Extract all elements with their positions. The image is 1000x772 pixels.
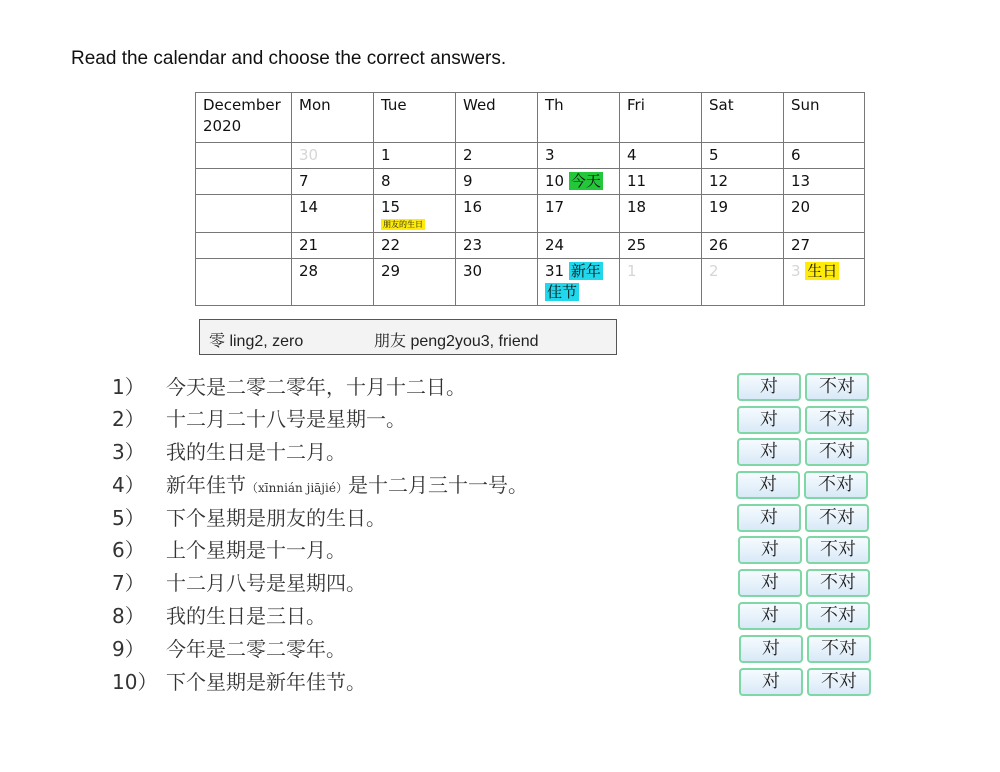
question-number: 9） <box>112 637 145 661</box>
day-number: 10 <box>545 172 565 190</box>
calendar-header-row <box>196 93 865 143</box>
question-pinyin: （xīnnián jiājié） <box>246 481 348 495</box>
day-header-mon: Mon <box>292 93 374 143</box>
day-header-fri: Fri <box>620 93 702 143</box>
calendar-week-row <box>196 259 865 306</box>
calendar-day: 30 <box>292 143 374 169</box>
question-text: 十二月二十八号是星期一。 <box>166 407 406 431</box>
calendar-day: 13 <box>784 169 865 195</box>
calendar-day: 4 <box>620 143 702 169</box>
true-button-q8[interactable]: 对 <box>738 602 802 630</box>
false-button-q1[interactable]: 不对 <box>805 373 869 401</box>
question-number: 5） <box>112 506 145 530</box>
false-button-q3[interactable]: 不对 <box>805 438 869 466</box>
week-label-cell <box>196 169 292 195</box>
calendar-day: 30 <box>456 259 538 306</box>
false-button-q4[interactable]: 不对 <box>804 471 868 499</box>
glossary-item-friend: 朋友 peng2you3, friend <box>374 333 539 350</box>
question-9 <box>112 634 346 664</box>
question-number: 10） <box>112 670 158 694</box>
question-text: 今天是二零二零年，十月十二日。 <box>166 375 466 399</box>
false-button-q8[interactable]: 不对 <box>806 602 870 630</box>
day-number: 3 <box>791 262 801 280</box>
calendar-day: 3 <box>538 143 620 169</box>
question-text: 新年佳节 <box>166 473 246 497</box>
question-4 <box>112 470 528 500</box>
friend-birthday-label: 朋友的生日 <box>383 220 423 229</box>
calendar-day: 11 <box>620 169 702 195</box>
question-10 <box>112 667 366 697</box>
instructions: Read the calendar and choose the correct answers. <box>71 48 507 69</box>
false-button-q7[interactable]: 不对 <box>806 569 870 597</box>
question-number: 4） <box>112 473 145 497</box>
birthday-label: 生日 <box>807 262 838 280</box>
question-1 <box>112 372 466 402</box>
calendar-day: 21 <box>292 233 374 259</box>
false-button-q9[interactable]: 不对 <box>807 635 871 663</box>
glossary-box <box>199 319 617 355</box>
question-7 <box>112 568 366 598</box>
calendar-day: 23 <box>456 233 538 259</box>
true-button-q6[interactable]: 对 <box>738 536 802 564</box>
false-button-q6[interactable]: 不对 <box>806 536 870 564</box>
day-number: 15 <box>381 198 401 216</box>
calendar-day: 20 <box>784 195 865 233</box>
true-button-q1[interactable]: 对 <box>737 373 801 401</box>
year: 2020 <box>203 117 242 135</box>
week-label-cell <box>196 259 292 306</box>
false-button-q5[interactable]: 不对 <box>805 504 869 532</box>
calendar-day: 6 <box>784 143 865 169</box>
calendar-day: 24 <box>538 233 620 259</box>
false-button-q2[interactable]: 不对 <box>805 406 869 434</box>
calendar-week-row <box>196 233 865 259</box>
calendar-day: 28 <box>292 259 374 306</box>
question-8 <box>112 601 326 631</box>
question-number: 7） <box>112 571 145 595</box>
question-text: 上个星期是十一月。 <box>166 538 346 562</box>
true-button-q10[interactable]: 对 <box>739 668 803 696</box>
calendar-day-today <box>538 169 620 195</box>
calendar-day: 16 <box>456 195 538 233</box>
calendar-day: 1 <box>374 143 456 169</box>
day-header-th: Th <box>538 93 620 143</box>
calendar-week-row <box>196 169 865 195</box>
question-text: 是十二月三十一号。 <box>347 473 528 497</box>
calendar-day-birthday <box>784 259 865 306</box>
calendar-table <box>195 92 865 306</box>
calendar-day-friend-birthday <box>374 195 456 233</box>
question-text: 今年是二零二零年。 <box>166 637 346 661</box>
question-number: 6） <box>112 538 145 562</box>
question-text: 十二月八号是星期四。 <box>166 571 366 595</box>
calendar-day: 7 <box>292 169 374 195</box>
calendar-week-row <box>196 143 865 169</box>
week-label-cell <box>196 195 292 233</box>
calendar-day: 9 <box>456 169 538 195</box>
question-text: 下个星期是新年佳节。 <box>166 670 366 694</box>
question-2 <box>112 404 406 434</box>
question-text: 我的生日是三日。 <box>166 604 326 628</box>
question-3 <box>112 437 346 467</box>
question-number: 8） <box>112 604 145 628</box>
question-number: 1） <box>112 375 145 399</box>
day-header-tue: Tue <box>374 93 456 143</box>
calendar-day-new-year <box>538 259 620 306</box>
calendar-day: 14 <box>292 195 374 233</box>
false-button-q10[interactable]: 不对 <box>807 668 871 696</box>
true-button-q4[interactable]: 对 <box>736 471 800 499</box>
question-number: 3） <box>112 440 145 464</box>
question-5 <box>112 503 386 533</box>
glossary-item-zero: 零 ling2, zero <box>209 333 304 350</box>
calendar-day: 12 <box>702 169 784 195</box>
calendar-day: 25 <box>620 233 702 259</box>
day-number: 31 <box>545 262 565 280</box>
calendar-day: 27 <box>784 233 865 259</box>
week-label-cell <box>196 233 292 259</box>
question-6 <box>112 535 346 565</box>
calendar-day: 26 <box>702 233 784 259</box>
true-button-q5[interactable]: 对 <box>737 504 801 532</box>
week-label-cell <box>196 143 292 169</box>
calendar-day: 5 <box>702 143 784 169</box>
calendar-day: 22 <box>374 233 456 259</box>
calendar-day: 2 <box>702 259 784 306</box>
day-header-sat: Sat <box>702 93 784 143</box>
question-number: 2） <box>112 407 145 431</box>
day-header-wed: Wed <box>456 93 538 143</box>
month-name: December <box>203 96 281 114</box>
calendar-day: 17 <box>538 195 620 233</box>
true-button-q7[interactable]: 对 <box>738 569 802 597</box>
calendar-day: 1 <box>620 259 702 306</box>
true-button-q2[interactable]: 对 <box>737 406 801 434</box>
true-button-q3[interactable]: 对 <box>737 438 801 466</box>
new-year-label-1: 新年 <box>570 262 601 280</box>
calendar-week-row <box>196 195 865 233</box>
calendar-month-cell <box>196 93 292 143</box>
calendar-day: 8 <box>374 169 456 195</box>
today-label: 今天 <box>570 172 601 190</box>
question-text: 我的生日是十二月。 <box>166 440 346 464</box>
calendar-day: 29 <box>374 259 456 306</box>
new-year-label-2: 佳节 <box>547 283 578 301</box>
calendar-day: 18 <box>620 195 702 233</box>
true-button-q9[interactable]: 对 <box>739 635 803 663</box>
calendar-day: 2 <box>456 143 538 169</box>
calendar-day: 19 <box>702 195 784 233</box>
day-header-sun: Sun <box>784 93 865 143</box>
question-text: 下个星期是朋友的生日。 <box>166 506 386 530</box>
